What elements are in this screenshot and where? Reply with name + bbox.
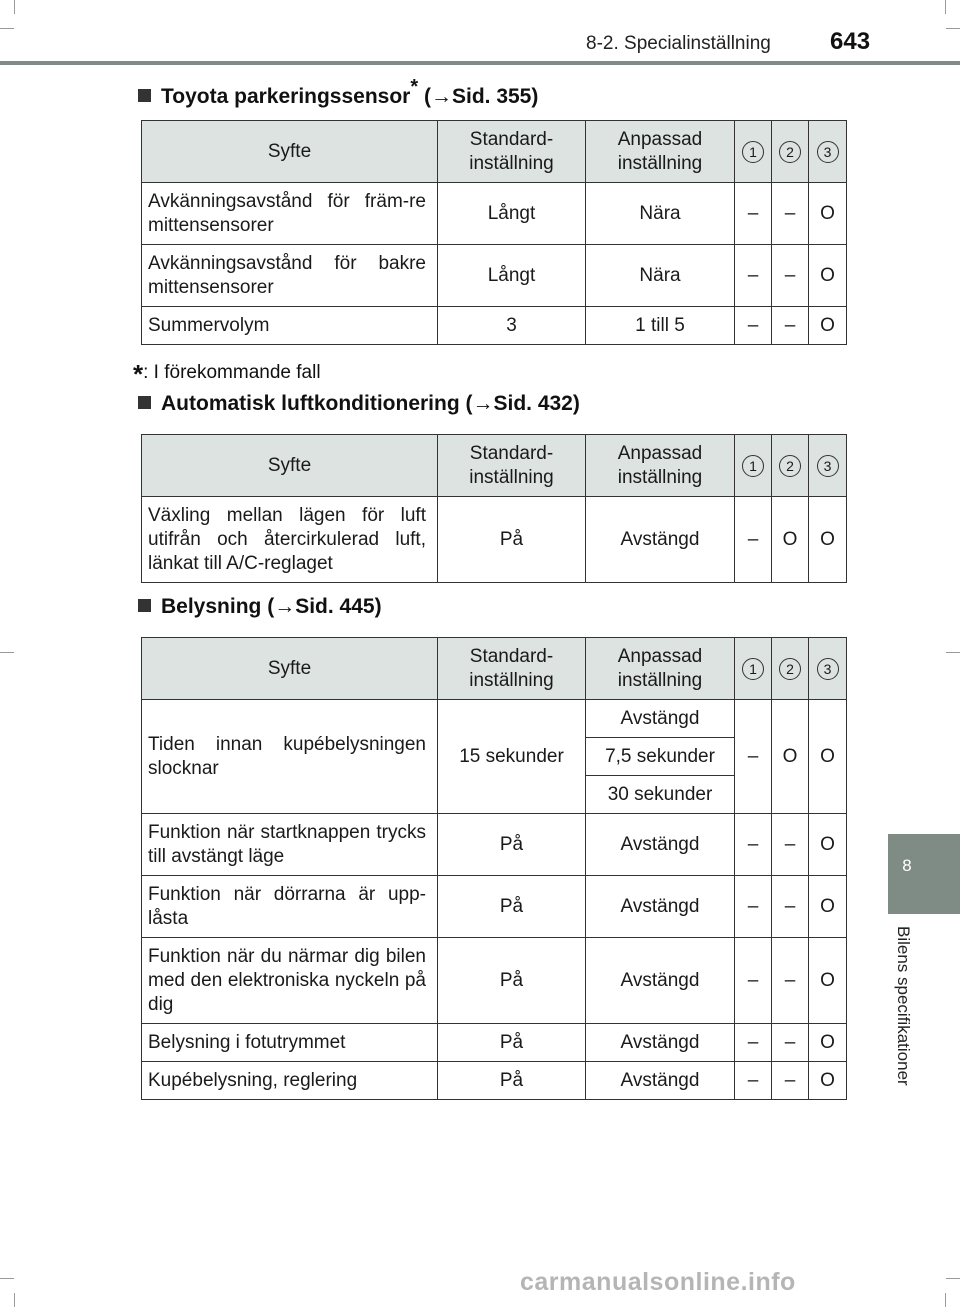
cell-method-2: – bbox=[772, 938, 809, 1024]
watermark: carmanualsonline.info bbox=[520, 1268, 796, 1296]
cell-purpose: Summervolym bbox=[142, 307, 438, 345]
cell-method-3: O bbox=[809, 1062, 847, 1100]
cell-method-3: O bbox=[809, 307, 847, 345]
cell-method-1: – bbox=[735, 700, 772, 814]
col-header-method-2 bbox=[772, 638, 809, 700]
cell-method-2: O bbox=[772, 700, 809, 814]
cell-purpose: Tiden innan kupébelysningen slocknar bbox=[142, 700, 438, 814]
table-row bbox=[142, 814, 847, 876]
table-row bbox=[142, 876, 847, 938]
heading-title: Belysning bbox=[161, 595, 262, 618]
table-header-row bbox=[142, 638, 847, 700]
col-header-method-1 bbox=[735, 435, 772, 497]
circled-1-icon: 1 bbox=[742, 658, 764, 680]
cell-standard: På bbox=[438, 938, 586, 1024]
arrow-right-icon: → bbox=[274, 595, 296, 618]
crop-mark bbox=[946, 1278, 960, 1279]
table-row bbox=[142, 245, 847, 307]
cell-standard: Långt bbox=[438, 245, 586, 307]
col-header-method-3 bbox=[809, 121, 847, 183]
settings-table-lighting bbox=[141, 637, 847, 1100]
crop-mark bbox=[946, 652, 960, 653]
cell-method-2: – bbox=[772, 1062, 809, 1100]
cell-standard: 15 sekunder bbox=[438, 700, 586, 814]
col-header-purpose: Syfte bbox=[142, 435, 438, 497]
crop-mark bbox=[0, 1278, 14, 1279]
table-row bbox=[142, 183, 847, 245]
page-reference: Sid. 432 bbox=[493, 392, 573, 415]
cell-method-2: – bbox=[772, 307, 809, 345]
cell-custom: Nära bbox=[586, 245, 735, 307]
col-header-method-2 bbox=[772, 121, 809, 183]
cell-custom-option: 30 sekunder bbox=[586, 776, 735, 814]
cell-method-1: – bbox=[735, 938, 772, 1024]
circled-3-icon: 3 bbox=[817, 141, 839, 163]
footnote bbox=[133, 354, 321, 389]
table-row bbox=[142, 307, 847, 345]
cell-standard: På bbox=[438, 876, 586, 938]
circled-2-icon: 2 bbox=[779, 658, 801, 680]
cell-custom: Avstängd bbox=[586, 1062, 735, 1100]
arrow-right-icon: → bbox=[430, 85, 452, 108]
settings-table-air-conditioning bbox=[141, 434, 847, 583]
col-header-method-3 bbox=[809, 638, 847, 700]
col-header-standard: Standard- inställning bbox=[438, 121, 586, 183]
cell-method-3: O bbox=[809, 700, 847, 814]
cell-custom: Avstängd bbox=[586, 876, 735, 938]
cell-standard: Långt bbox=[438, 183, 586, 245]
square-bullet-icon bbox=[138, 599, 151, 612]
section-heading-lighting: Belysning (→Sid. 445) bbox=[138, 595, 382, 619]
chapter-tab-label: Bilens specifikationer bbox=[894, 926, 913, 1086]
cell-method-3: O bbox=[809, 1024, 847, 1062]
col-header-purpose: Syfte bbox=[142, 638, 438, 700]
asterisk: * bbox=[410, 76, 419, 98]
cell-standard: 3 bbox=[438, 307, 586, 345]
square-bullet-icon bbox=[138, 396, 151, 409]
circled-2-icon: 2 bbox=[779, 141, 801, 163]
crop-mark bbox=[14, 1293, 15, 1307]
cell-method-3: O bbox=[809, 183, 847, 245]
cell-purpose: Funktion när du närmar dig bilen med den elektroniska nyckeln på dig bbox=[142, 938, 438, 1024]
page-reference: Sid. 355 bbox=[451, 85, 532, 108]
table-row bbox=[142, 938, 847, 1024]
crop-mark bbox=[945, 0, 946, 14]
cell-custom: Nära bbox=[586, 183, 735, 245]
crop-mark bbox=[946, 28, 960, 29]
circled-1-icon: 1 bbox=[742, 455, 764, 477]
col-header-method-2 bbox=[772, 435, 809, 497]
cell-method-1: – bbox=[735, 1062, 772, 1100]
col-header-custom: Anpassad inställning bbox=[586, 638, 735, 700]
cell-custom: Avstängd bbox=[586, 1024, 735, 1062]
cell-custom: Avstängd bbox=[586, 814, 735, 876]
cell-custom: Avstängd bbox=[586, 938, 735, 1024]
chapter-tab-number: 8 bbox=[902, 856, 912, 875]
cell-standard: På bbox=[438, 1024, 586, 1062]
cell-method-3: O bbox=[809, 245, 847, 307]
cell-standard: På bbox=[438, 497, 586, 583]
table-row bbox=[142, 497, 847, 583]
cell-method-1: – bbox=[735, 497, 772, 583]
cell-method-2: – bbox=[772, 245, 809, 307]
col-header-method-1 bbox=[735, 121, 772, 183]
table-header-row bbox=[142, 435, 847, 497]
cell-method-3: O bbox=[809, 814, 847, 876]
heading-title: Toyota parkeringssensor bbox=[161, 85, 411, 108]
cell-standard: På bbox=[438, 814, 586, 876]
cell-purpose: Avkänningsavstånd för främ-re mittensensorer bbox=[142, 183, 438, 245]
col-header-method-3 bbox=[809, 435, 847, 497]
col-header-purpose: Syfte bbox=[142, 121, 438, 183]
circled-3-icon: 3 bbox=[817, 455, 839, 477]
circled-1-icon: 1 bbox=[742, 141, 764, 163]
col-header-custom: Anpassad inställning bbox=[586, 121, 735, 183]
section-heading-parking-sensor: Toyota parkeringssensor* (→Sid. 355) bbox=[138, 78, 538, 109]
cell-purpose: Belysning i fotutrymmet bbox=[142, 1024, 438, 1062]
circled-3-icon: 3 bbox=[817, 658, 839, 680]
cell-method-2: O bbox=[772, 497, 809, 583]
footnote-text: : I förekommande fall bbox=[143, 362, 321, 383]
cell-method-1: – bbox=[735, 183, 772, 245]
cell-purpose: Funktion när startknappen trycks till avstängt läge bbox=[142, 814, 438, 876]
footnote-mark: * bbox=[133, 359, 144, 389]
heading-title: Automatisk luftkonditionering bbox=[161, 392, 460, 415]
table-row bbox=[142, 1062, 847, 1100]
cell-standard: På bbox=[438, 1062, 586, 1100]
col-header-standard: Standard- inställning bbox=[438, 638, 586, 700]
cell-purpose: Kupébelysning, reglering bbox=[142, 1062, 438, 1100]
cell-custom: Avstängd bbox=[586, 497, 735, 583]
cell-method-1: – bbox=[735, 1024, 772, 1062]
cell-method-3: O bbox=[809, 876, 847, 938]
cell-method-2: – bbox=[772, 1024, 809, 1062]
page-reference: Sid. 445 bbox=[295, 595, 375, 618]
cell-purpose: Växling mellan lägen för luft utifrån och återcirkulerad luft, länkat till A/C-reglaget bbox=[142, 497, 438, 583]
table-header-row bbox=[142, 121, 847, 183]
cell-method-3: O bbox=[809, 497, 847, 583]
cell-custom-option: 7,5 sekunder bbox=[586, 738, 735, 776]
cell-method-2: – bbox=[772, 814, 809, 876]
settings-table-parking-sensor bbox=[141, 120, 847, 345]
section-title: 8-2. Specialinställning bbox=[586, 33, 771, 54]
cell-method-3: O bbox=[809, 938, 847, 1024]
cell-custom: 1 till 5 bbox=[586, 307, 735, 345]
cell-method-1: – bbox=[735, 307, 772, 345]
col-header-standard: Standard- inställning bbox=[438, 435, 586, 497]
col-header-method-1 bbox=[735, 638, 772, 700]
cell-method-1: – bbox=[735, 876, 772, 938]
cell-purpose: Funktion när dörrarna är upp-låsta bbox=[142, 876, 438, 938]
crop-mark bbox=[14, 0, 15, 14]
cell-custom-option: Avstängd bbox=[586, 700, 735, 738]
col-header-custom: Anpassad inställning bbox=[586, 435, 735, 497]
cell-method-1: – bbox=[735, 245, 772, 307]
chapter-tab-label-wrap bbox=[893, 926, 919, 1116]
cell-method-1: – bbox=[735, 814, 772, 876]
cell-method-2: – bbox=[772, 183, 809, 245]
cell-purpose: Avkänningsavstånd för bakre mittensensorer bbox=[142, 245, 438, 307]
header-rule bbox=[0, 61, 960, 65]
table-row bbox=[142, 700, 847, 738]
cell-method-2: – bbox=[772, 876, 809, 938]
square-bullet-icon bbox=[138, 89, 151, 102]
crop-mark bbox=[0, 28, 14, 29]
table-row bbox=[142, 1024, 847, 1062]
section-heading-air-conditioning: Automatisk luftkonditionering (→Sid. 432) bbox=[138, 392, 580, 416]
page-number: 643 bbox=[830, 28, 871, 55]
circled-2-icon: 2 bbox=[779, 455, 801, 477]
crop-mark bbox=[0, 652, 14, 653]
arrow-right-icon: → bbox=[472, 392, 494, 415]
crop-mark bbox=[945, 1293, 946, 1307]
